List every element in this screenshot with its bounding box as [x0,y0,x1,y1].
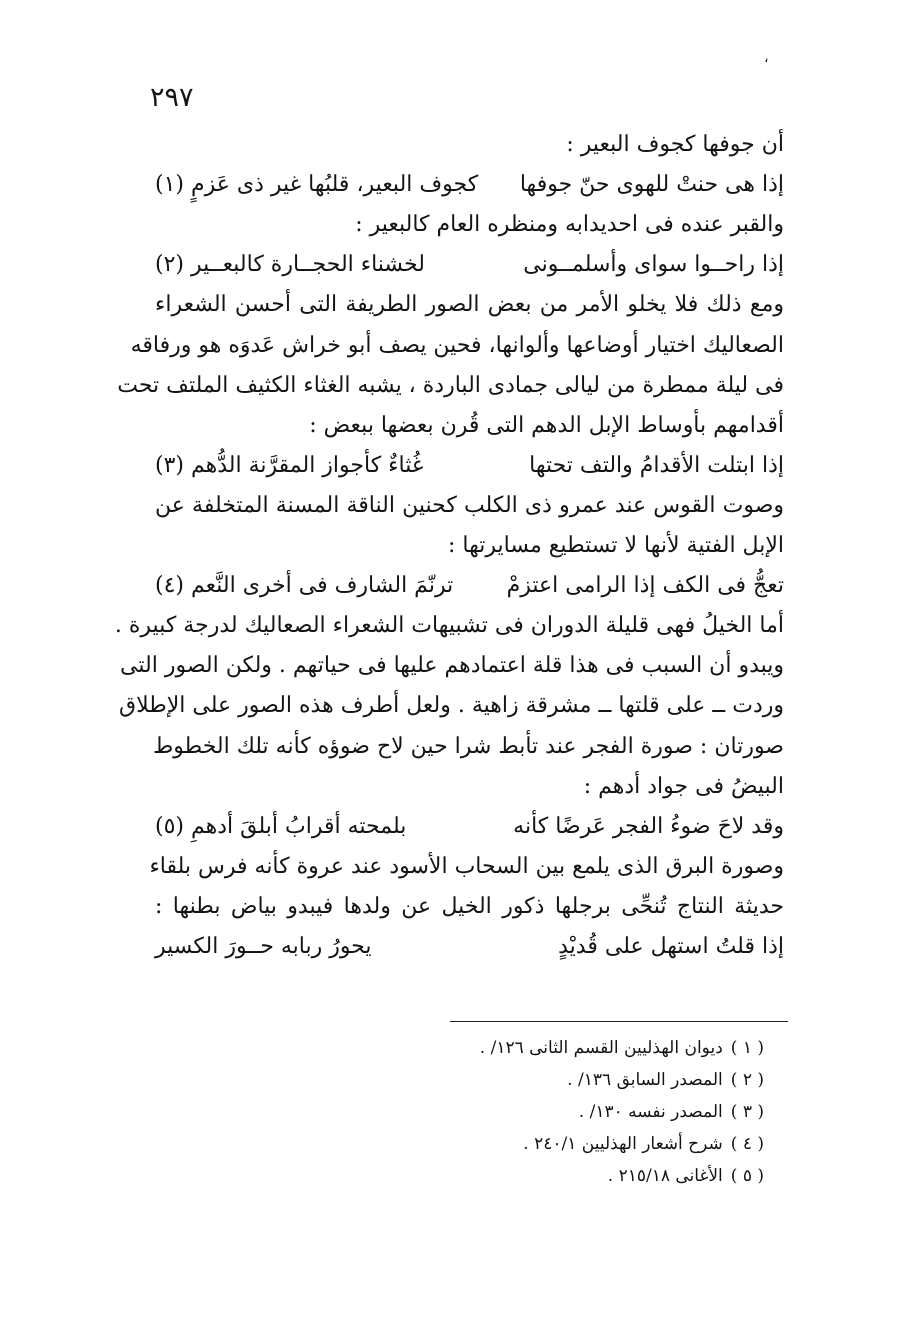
text-line: صورتان : صورة الفجر عند تأبط شرا حين لاح ضوؤه كأنه تلك الخطوط [152,734,784,759]
footnote-number: ( ٣ ) [730,1102,764,1122]
footnote-text: شرح أشعار الهذليين ٢٤٠/١ . [523,1134,723,1154]
verse-line [155,929,784,965]
footnote [608,1161,764,1191]
text-line: وصوت القوس عند عمرو ذى الكلب كحنين الناقة المسنة المتخلفة عن [155,493,784,518]
text-line: وصورة البرق الذى يلمع بين السحاب الأسود عند عروة كأنه فرس بلقاء [149,854,784,879]
text-line: ويبدو أن السبب فى هذا قلة اعتمادهم عليها فى حياتهم . ولكن الصور التى [120,653,784,678]
verse-line [155,247,784,283]
verse-line [155,448,784,484]
text-line: ومع ذلك فلا يخلو الأمر من بعض الصور الطريفة التى أحسن الشعراء [155,292,784,317]
text-line: البيضُ فى جواد أدهم : [583,774,784,799]
footnote [567,1065,764,1095]
footnote [579,1097,764,1127]
footnote-number: ( ٤ ) [730,1134,764,1154]
footnote-number: ( ٢ ) [730,1070,764,1090]
text-line: أما الخيلُ فهى قليلة الدوران فى تشبيهات الشعراء الصعاليك لدرجة كبيرة . [114,613,784,638]
text-line: فى ليلة ممطرة من ليالى جمادى الباردة ، يشبه الغثاء الكثيف الملتف تحت [117,373,784,398]
footnote-rule [450,1021,788,1022]
text-line: والقبر عنده فى احديدابه ومنظره العام كالبعير : [355,212,784,237]
page-mark: ، [764,50,769,66]
text-line: وردت ــ على قلتها ــ مشرقة زاهية . ولعل أطرف هذه الصور على الإطلاق [119,693,784,718]
verse-first-hemistich: إذا قلتُ استهل على قُديْدٍ [558,934,784,959]
verse-first-hemistich: تعجُّ فى الكف إذا الرامى اعتزمْ [506,573,784,598]
text-line: حديثة النتاج تُنحِّى برجلها ذكور الخيل عن ولدها فيبدو بياض بطنها : [155,894,784,919]
footnote-number: ( ١ ) [730,1038,764,1058]
verse-second-hemistich: لخشناء الحجــارة كالبعــير (٢) [155,252,425,277]
footnote-number: ( ٥ ) [730,1166,764,1186]
verse-line [155,568,784,604]
footnote-text: ديوان الهذليين القسم الثانى ١٢٦/ . [479,1038,723,1058]
footnote-text: المصدر السابق ١٣٦/ . [567,1070,723,1090]
verse-second-hemistich: يحورُ ربابه حــورَ الكسير [155,934,372,959]
footnote [523,1129,764,1159]
page-number: ٢٩٧ [150,82,194,113]
text-line: أن جوفها كجوف البعير : [566,132,784,157]
text-line: الصعاليك اختيار أوضاعها وألوانها، فحين يصف أبو خراش عَدوَه هو ورفاقه [130,333,784,358]
verse-first-hemistich: إذا ابتلت الأقدامُ والتف تحتها [529,453,784,478]
verse-line [155,809,784,845]
verse-first-hemistich: إذا هى حنتْ للهوى حنّ جوفها [519,172,784,197]
text-line: أقدامهم بأوساط الإبل الدهم التى قُرن بعضها ببعض : [309,413,784,438]
text-line: الإبل الفتية لأنها لا تستطيع مسايرتها : [447,533,784,558]
verse-second-hemistich: غُثاءٌ كأجواز المقرَّنة الدُّهم (٣) [155,453,424,478]
verse-first-hemistich: وقد لاحَ ضوءُ الفجر عَرضًا كأنه [513,814,784,839]
verse-first-hemistich: إذا راحــوا سواى وأسلمــونى [523,252,784,277]
verse-second-hemistich: بلمحته أقرابُ أبلقَ أدهمِ (٥) [155,814,407,839]
footnote-text: المصدر نفسه ١٣٠/ . [578,1102,723,1122]
footnote [480,1033,764,1063]
verse-second-hemistich: ترنّمَ الشارف فى أخرى النَّعم (٤) [155,573,454,598]
verse-second-hemistich: كجوف البعير، قلبُها غير ذى عَزمٍ (١) [155,172,479,197]
footnote-text: الأغانى ٢١٥/١٨ . [607,1166,723,1186]
verse-line [155,167,784,203]
